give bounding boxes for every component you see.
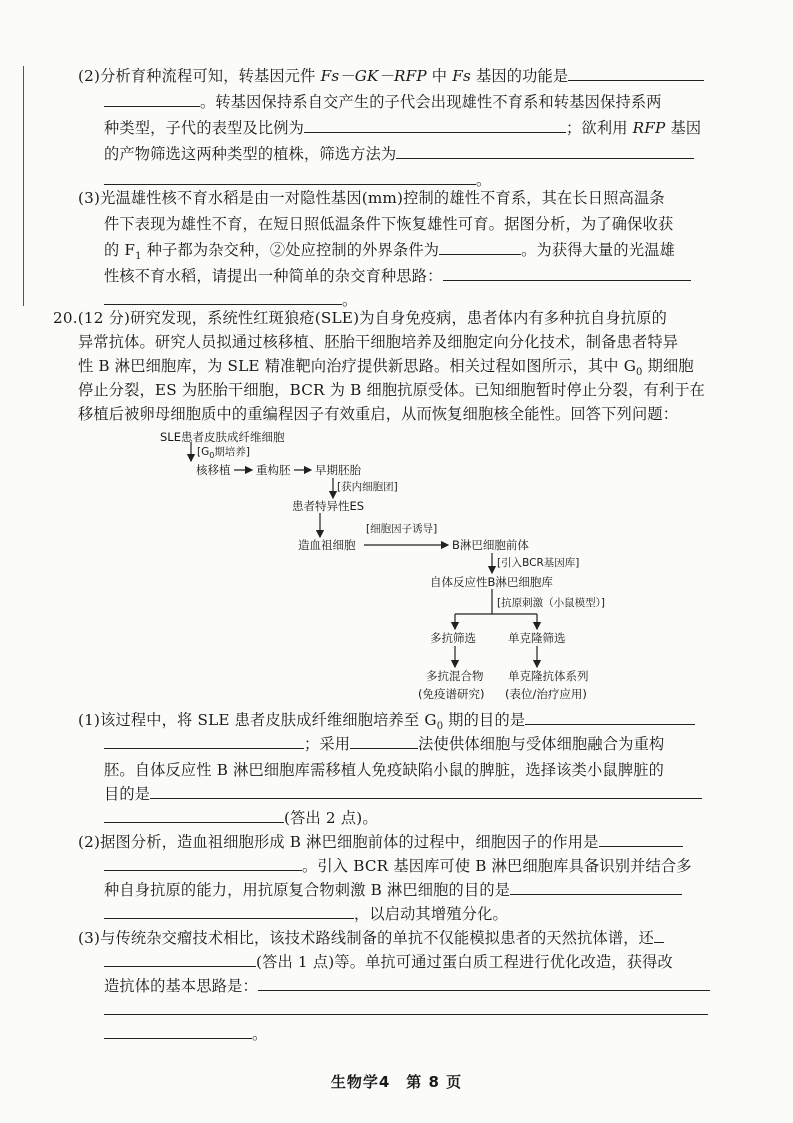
q20-part3-line5 bbox=[104, 1024, 267, 1044]
node-mab-use: (表位/治疗应用) bbox=[505, 687, 587, 701]
text: 。引入 BCR 基因库可使 B 淋巴细胞库具备识别并结合多 bbox=[302, 857, 692, 875]
text: (2)据图分析，造血祖细胞形成 B 淋巴细胞前体的过程中，细胞因子的作用是 bbox=[78, 833, 599, 851]
text: 的产物筛选这两种类型的植株，筛选方法为 bbox=[104, 145, 397, 163]
answer-blank[interactable] bbox=[510, 880, 682, 895]
text: 基因 bbox=[665, 119, 702, 137]
subscript: 0 bbox=[209, 451, 215, 461]
answer-blank[interactable] bbox=[104, 1024, 252, 1039]
q20-part1-line2 bbox=[104, 734, 664, 754]
text: 中 bbox=[426, 67, 453, 85]
answer-blank[interactable] bbox=[104, 1000, 708, 1015]
text: ，以启动其增殖分化。 bbox=[354, 905, 508, 923]
text: (1)该过程中，将 SLE 患者皮肤成纤维细胞培养至 G bbox=[78, 711, 437, 729]
text: 种子都为杂交种，②处应控制的外界条件为 bbox=[141, 241, 440, 259]
node-sle-fibroblast: SLE患者皮肤成纤维细胞 bbox=[160, 430, 285, 444]
subscript: 1 bbox=[135, 251, 142, 263]
q20-part2-line3 bbox=[104, 880, 682, 900]
q20-part1-line3 bbox=[104, 760, 664, 780]
text: 。为获得大量的光温雄 bbox=[521, 241, 675, 259]
answer-blank[interactable] bbox=[104, 904, 354, 919]
text: (3)光温雄性核不育水稻是由一对隐性基因(mm)控制的雄性不育系，其在长日照高温条 bbox=[78, 189, 665, 207]
node-nuclear-transfer: 核移植 bbox=[196, 463, 231, 477]
gene-name: Fs bbox=[452, 67, 471, 85]
q20-part3-line4 bbox=[104, 1000, 708, 1020]
node-polyclonal-screen: 多抗筛选 bbox=[430, 631, 476, 645]
node-patient-es: 患者特异性ES bbox=[292, 499, 365, 513]
answer-blank[interactable] bbox=[104, 808, 284, 823]
text: 的 F bbox=[104, 241, 136, 259]
answer-blank[interactable] bbox=[350, 734, 418, 749]
page-footer: 生物学4 第 8 页 bbox=[330, 1073, 463, 1091]
node-autoreactive-b-library: 自体反应性B淋巴细胞库 bbox=[430, 575, 553, 589]
text: (答出 2 点)。 bbox=[284, 809, 378, 827]
text: 期细胞 bbox=[642, 357, 694, 375]
text: ；欲利用 bbox=[566, 119, 633, 137]
answer-blank[interactable] bbox=[654, 928, 664, 943]
text: 异常抗体。研究人员拟通过核移植、胚胎干细胞培养及细胞定向分化技术，制备患者特异 bbox=[78, 333, 679, 351]
text: 目的是 bbox=[104, 785, 151, 803]
label-antigen-stimulation: [抗原刺激（小鼠模型）] bbox=[497, 597, 605, 609]
q20-part1-line5 bbox=[104, 808, 378, 828]
text: (3)与传统杂交瘤技术相比，该技术路线制备的单抗不仅能模拟患者的天然抗体谱，还 bbox=[78, 929, 655, 947]
node-reconstructed-embryo: 重构胚 bbox=[256, 463, 291, 477]
subscript: 0 bbox=[436, 721, 444, 733]
label-bcr-library: [引入BCR基因库] bbox=[497, 557, 580, 569]
q20-part2-line1 bbox=[78, 832, 683, 852]
node-b-precursor: B淋巴细胞前体 bbox=[452, 538, 529, 552]
gene-element: Fs－GK－RFP bbox=[320, 67, 427, 85]
text: 基因的功能是 bbox=[470, 67, 569, 85]
text: 种自身抗原的能力，用抗原复合物刺激 B 淋巴细胞的目的是 bbox=[104, 881, 511, 899]
q20-part1-line1 bbox=[78, 710, 695, 737]
answer-blank[interactable] bbox=[525, 710, 695, 725]
answer-blank[interactable] bbox=[104, 856, 302, 871]
label-g0-culture bbox=[197, 446, 250, 462]
answer-blank[interactable] bbox=[258, 976, 710, 991]
text: 。 bbox=[342, 291, 358, 309]
text: 件下表现为雄性不育，在短日照低温条件下恢复雄性可育。据图分析，为了确保收获 bbox=[104, 215, 674, 233]
text: 性 B 淋巴细胞库，为 SLE 精准靶向治疗提供新思路。相关过程如图所示，其中 G bbox=[78, 357, 637, 375]
node-hematopoietic-progenitor: 造血祖细胞 bbox=[298, 538, 356, 552]
text: (答出 1 点)等。单抗可通过蛋白质工程进行优化改造，获得改 bbox=[256, 953, 673, 971]
node-polyclonal-mix: 多抗混合物 bbox=[426, 669, 484, 683]
label-inner-cell-mass: [获内细胞团] bbox=[337, 481, 398, 493]
label-cytokine-induction: [细胞因子诱导] bbox=[366, 523, 438, 535]
answer-blank[interactable] bbox=[599, 832, 683, 847]
text: 造抗体的基本思路是： bbox=[104, 977, 258, 995]
text: 法使供体细胞与受体细胞融合为重构 bbox=[418, 735, 665, 753]
label-text: 期培养] bbox=[214, 446, 250, 458]
q20-part1-line4 bbox=[104, 784, 702, 804]
text: 。转基因保持系自交产生的子代会出现雄性不育系和转基因保持系两 bbox=[200, 93, 662, 111]
label-text: [G bbox=[197, 446, 210, 458]
answer-blank[interactable] bbox=[104, 734, 304, 749]
node-polyclonal-use: (免疫谱研究) bbox=[418, 687, 485, 701]
text: ；采用 bbox=[304, 735, 351, 753]
q20-part3-line2 bbox=[104, 952, 673, 972]
answer-blank[interactable] bbox=[150, 784, 702, 799]
q20-part3-line3 bbox=[104, 976, 710, 996]
text: (2)分析育种流程可知，转基因元件 bbox=[78, 67, 321, 85]
text: 种类型，子代的表型及比例为 bbox=[104, 119, 305, 137]
node-early-embryo: 早期胚胎 bbox=[315, 463, 361, 477]
text: 性核不育水稻，请提出一种简单的杂交育种思路： bbox=[104, 267, 443, 285]
answer-blank[interactable] bbox=[104, 952, 256, 967]
text: 移植后被卵母细胞质中的重编程因子有效重启，从而恢复细胞核全能性。回答下列问题： bbox=[78, 405, 679, 423]
text: 期的目的是 bbox=[443, 711, 526, 729]
text: 停止分裂，ES 为胚胎干细胞，BCR 为 B 细胞抗原受体。已知细胞暂时停止分裂，有利于在 bbox=[78, 381, 706, 399]
text: 20.(12 分)研究发现，系统性红斑狼疮(SLE)为自身免疫病，患者体内有多种抗自身抗原的 bbox=[53, 309, 667, 327]
text: 。 bbox=[476, 171, 492, 189]
subscript: 0 bbox=[636, 367, 643, 379]
q20-part2-line4 bbox=[104, 904, 508, 924]
text: 。 bbox=[252, 1025, 268, 1043]
q20-part3-line1 bbox=[78, 928, 664, 948]
text: 胚。自体反应性 B 淋巴细胞库需移植人免疫缺陷小鼠的脾脏，选择该类小鼠脾脏的 bbox=[104, 761, 664, 779]
gene-name: RFP bbox=[632, 119, 666, 137]
q20-part2-line2 bbox=[104, 856, 692, 876]
node-mab-series: 单克隆抗体系列 bbox=[508, 669, 589, 683]
node-monoclonal-screen: 单克隆筛选 bbox=[508, 631, 566, 645]
